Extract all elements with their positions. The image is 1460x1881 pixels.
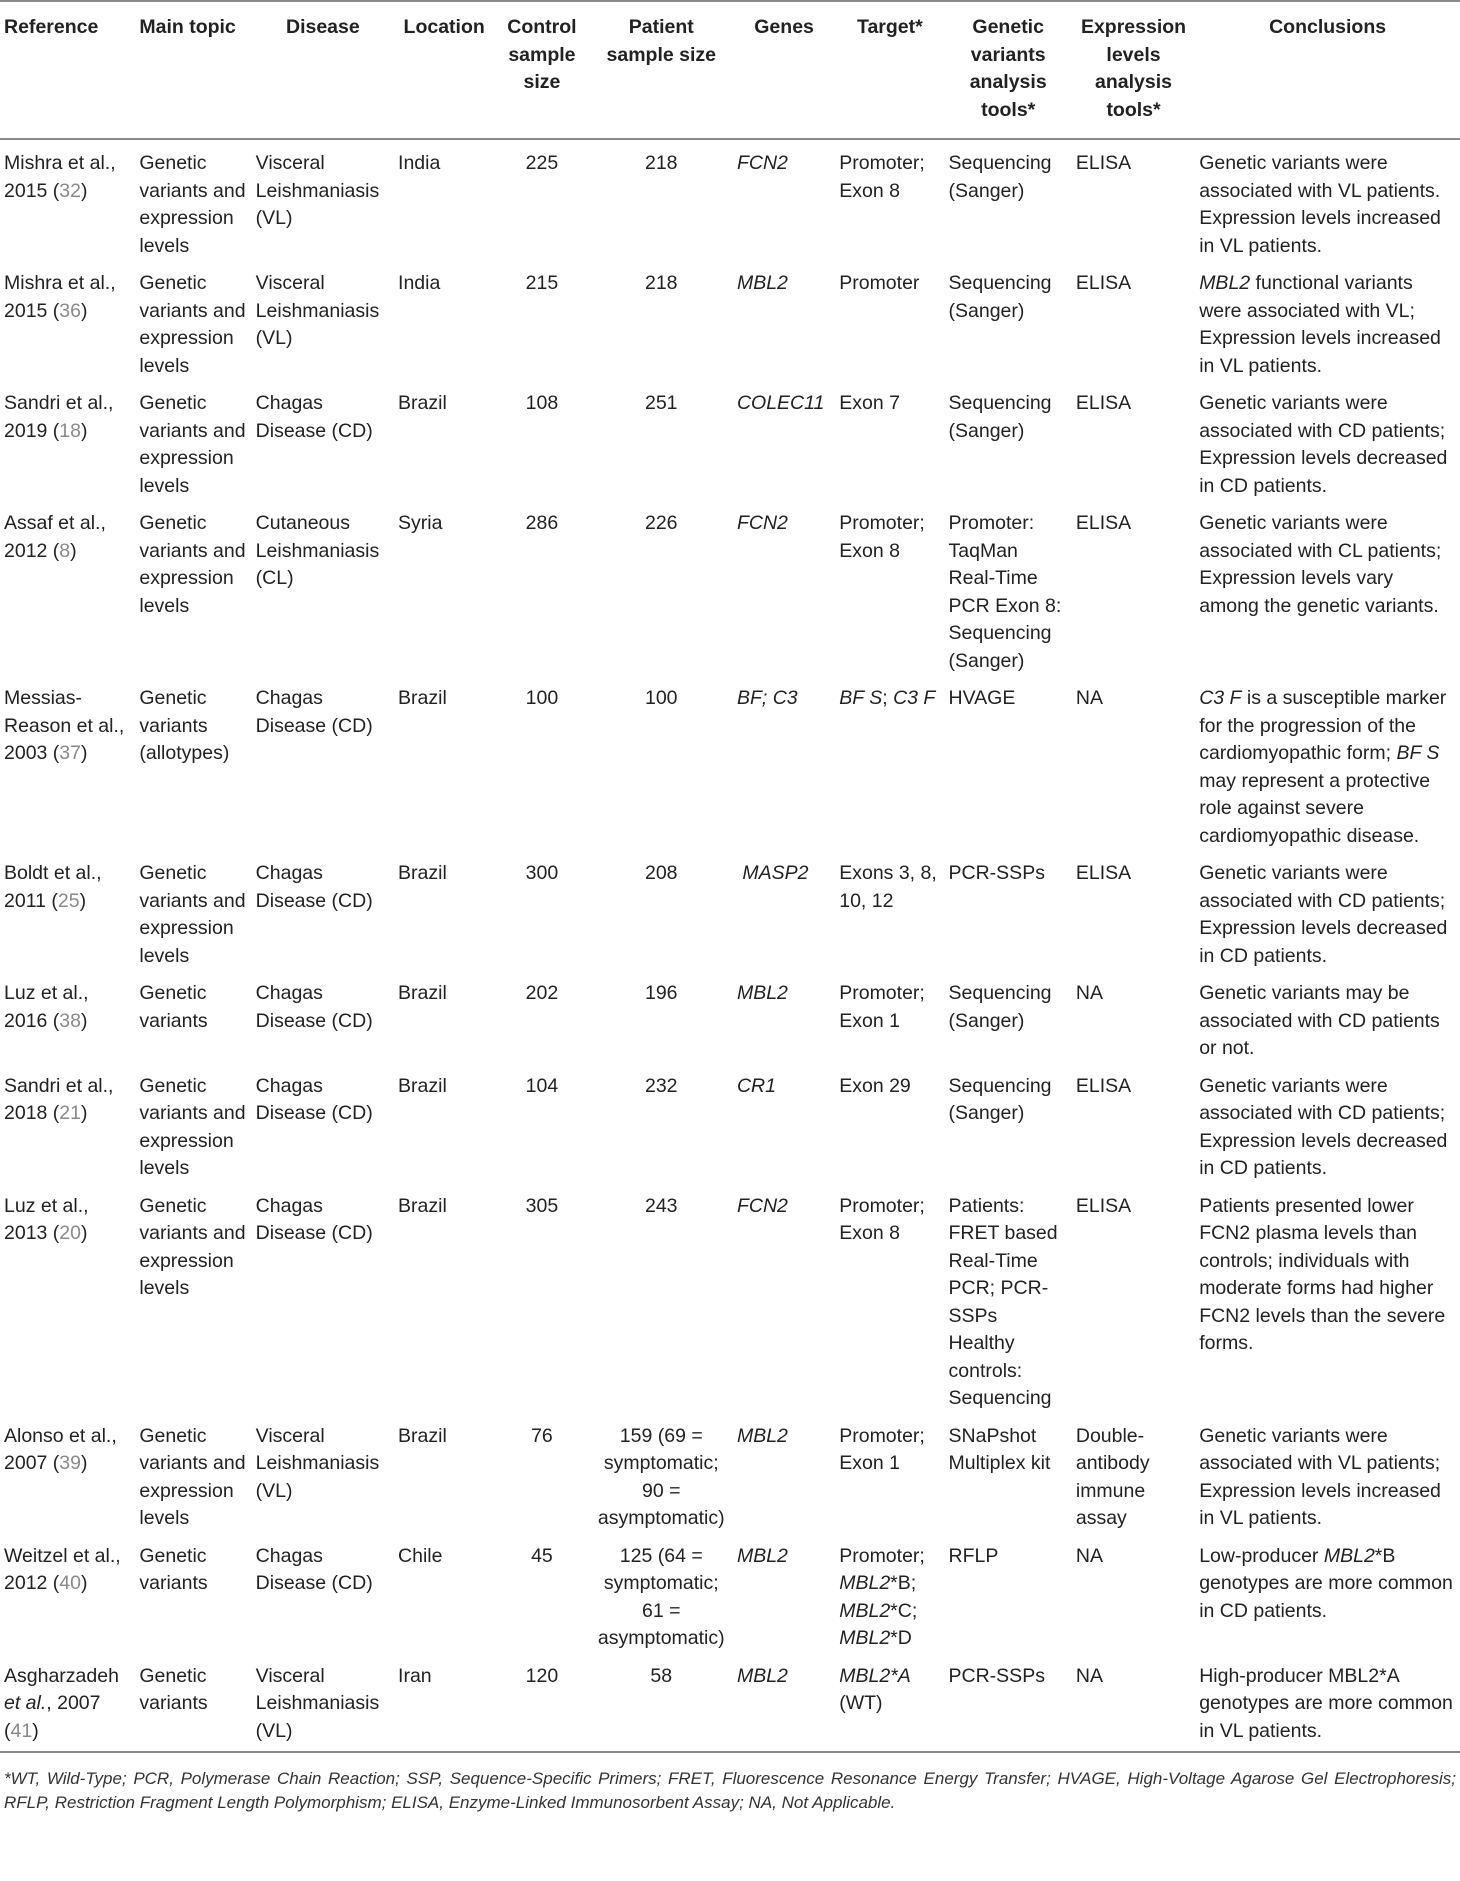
table-row — [0, 850, 1460, 970]
control-size-cell: 215 — [525, 272, 559, 294]
location-cell: Brazil — [398, 1424, 447, 1447]
variants-tools-cell: Sequencing (Sanger) — [948, 982, 1052, 1032]
header-location: Location — [394, 1, 494, 139]
control-size-cell: 120 — [494, 1653, 589, 1753]
citation-link[interactable]: 8 — [59, 539, 71, 562]
header-genes: Genes — [733, 1, 835, 139]
target-cell: Exons 3, 8, 10, 12 — [839, 862, 937, 912]
variants-tools-cell: PCR-SSPs — [945, 1653, 1072, 1753]
main-topic-cell: Genetic variants and expression levels — [139, 1074, 246, 1179]
table-row — [0, 139, 1460, 260]
header-conclusions: Conclusions — [1195, 1, 1460, 139]
conclusions-cell: Genetic variants were associated with CL patients; Expression levels vary among the genetic variants. — [1199, 512, 1442, 617]
patient-size-cell: 125 (64 = symptomatic; 61 = asymptomatic) — [597, 1544, 725, 1649]
table-row — [0, 500, 1460, 675]
citation-link[interactable]: 18 — [59, 419, 81, 442]
disease-cell: Visceral Leishmaniasis (VL) — [252, 1653, 394, 1753]
header-control-sample-size: Control sample size — [494, 1, 589, 139]
target-cell: Promoter; Exon 1 — [839, 982, 925, 1032]
target-cell: Promoter — [839, 272, 920, 294]
control-size-cell: 305 — [525, 1194, 559, 1217]
conclusions-cell: High-producer MBL2*A genotypes are more common in VL patients. — [1195, 1653, 1460, 1753]
reference-cell: Boldt et al., 2011 (25) — [4, 862, 102, 912]
main-topic-cell: Genetic variants and expression levels — [139, 1424, 246, 1529]
location-cell: Brazil — [398, 862, 447, 884]
citation-link[interactable]: 20 — [59, 1222, 81, 1244]
expression-tools-cell: ELISA — [1075, 272, 1132, 294]
main-topic-cell: Genetic variants — [139, 1544, 208, 1594]
genes-cell: FCN2 — [736, 152, 788, 174]
header-expression-tools: Expression levels analysis tools* — [1072, 1, 1195, 139]
target-cell: Exon 29 — [839, 1074, 911, 1097]
disease-cell: Visceral Leishmaniasis (VL) — [255, 272, 380, 349]
control-size-cell: 300 — [525, 862, 559, 884]
reference-cell: Sandri et al., 2019 (18) — [4, 392, 114, 442]
citation-link[interactable]: 25 — [57, 889, 80, 912]
patient-size-cell: 58 — [590, 1653, 733, 1753]
location-cell: Brazil — [398, 687, 447, 709]
target-cell: BF S; C3 F — [839, 687, 936, 709]
header-patient-sample-size: Patient sample size — [590, 1, 733, 139]
expression-tools-cell: NA — [1072, 1653, 1195, 1753]
reference-cell: Mishra et al., 2015 (36) — [4, 272, 116, 322]
target-cell: Promoter; Exon 8 — [839, 1194, 925, 1244]
location-cell: Chile — [398, 1544, 443, 1567]
patient-size-cell: 251 — [644, 392, 678, 414]
main-topic-cell: Genetic variants and expression levels — [139, 392, 246, 497]
reference-cell: Luz et al., 2013 (20) — [4, 1194, 89, 1244]
variants-tools-cell: Sequencing (Sanger) — [948, 392, 1052, 442]
variants-tools-cell: SNaPshot Multiplex kit — [948, 1424, 1051, 1474]
citation-link[interactable]: 41 — [10, 1719, 33, 1742]
target-cell: Promoter; Exon 1 — [839, 1424, 925, 1474]
target-cell: Promoter; Exon 8 — [839, 512, 925, 562]
target-cell: Promoter; Exon 8 — [839, 152, 925, 202]
expression-tools-cell: ELISA — [1075, 392, 1132, 414]
table-header-row — [0, 1, 1460, 139]
variants-tools-cell: Sequencing (Sanger) — [948, 272, 1052, 322]
header-reference: Reference — [0, 1, 135, 139]
citation-link[interactable]: 38 — [59, 1009, 81, 1032]
genes-cell: COLEC11 — [736, 392, 825, 414]
conclusions-cell: C3 F is a susceptible marker for the progression of the cardiomyopathic form; BF S may represent a protective role against severe cardiomyopathic disease. — [1199, 687, 1447, 847]
variants-tools-cell: Patients: FRET based Real-Time PCR; PCR-SSPs Healthy controls: Sequencing — [948, 1194, 1058, 1409]
disease-cell: Visceral Leishmaniasis (VL) — [255, 1424, 380, 1502]
conclusions-cell: MBL2 functional variants were associated with VL; Expression levels increased in VL patients. — [1199, 272, 1441, 377]
main-topic-cell: Genetic variants — [135, 1653, 251, 1753]
expression-tools-cell: NA — [1075, 982, 1103, 1004]
reference-cell: Asgharzadeh et al., 2007 (41) — [0, 1653, 135, 1753]
main-topic-cell: Genetic variants and expression levels — [139, 1194, 246, 1299]
patient-size-cell: 243 — [644, 1194, 678, 1217]
header-target: Target* — [835, 1, 944, 139]
genes-cell: MBL2 — [736, 982, 788, 1004]
conclusions-cell: Genetic variants may be associated with CD patients or not. — [1199, 982, 1440, 1059]
disease-cell: Chagas Disease (CD) — [255, 1074, 373, 1124]
table-row — [0, 380, 1460, 500]
disease-cell: Chagas Disease (CD) — [255, 1544, 373, 1594]
conclusions-cell: Genetic variants were associated with VL patients; Expression levels increased in VL patients. — [1199, 1424, 1441, 1529]
citation-link[interactable]: 21 — [59, 1102, 81, 1124]
main-topic-cell: Genetic variants and expression levels — [139, 152, 246, 257]
location-cell: Syria — [398, 512, 443, 534]
main-topic-cell: Genetic variants (allotypes) — [139, 687, 230, 764]
conclusions-cell: Genetic variants were associated with VL patients. Expression levels increased in VL patients. — [1199, 152, 1441, 257]
genes-cell: MASP2 — [742, 862, 809, 884]
patient-size-cell: 159 (69 = symptomatic; 90 = asymptomatic) — [597, 1424, 725, 1529]
control-size-cell: 45 — [531, 1544, 553, 1567]
reference-cell: Sandri et al., 2018 (21) — [4, 1074, 114, 1124]
target-cell: MBL2*A (WT) — [835, 1653, 944, 1753]
header-disease: Disease — [252, 1, 394, 139]
table-row — [0, 1413, 1460, 1533]
reference-cell: Weitzel et al., 2012 (40) — [4, 1544, 121, 1594]
disease-cell: Chagas Disease (CD) — [255, 1194, 373, 1244]
reference-cell: Assaf et al., 2012 (8) — [4, 512, 106, 562]
conclusions-cell: Genetic variants were associated with CD patients; Expression levels decreased in CD patients. — [1199, 392, 1448, 497]
variants-tools-cell: HVAGE — [948, 687, 1016, 709]
table-row — [0, 1183, 1460, 1413]
table-footnote: *WT, Wild-Type; PCR, Polymerase Chain Reaction; SSP, Sequence-Specific Primers; FRET, Fluorescence Resonance Energy Transfer; HVAGE, High-Voltage Agarose Gel Electrophoresis; RFLP, Restriction Fragment Length Polymorphism; ELISA, Enzyme-Linked Immunosorbent Assay; NA, Not Applicable. — [4, 1769, 1456, 1812]
header-main-topic: Main topic — [135, 1, 251, 139]
control-size-cell: 202 — [525, 982, 559, 1004]
reference-cell: Luz et al., 2016 (38) — [4, 982, 89, 1032]
main-topic-cell: Genetic variants and expression levels — [139, 512, 246, 617]
expression-tools-cell: Double-antibody immune assay — [1075, 1424, 1150, 1529]
patient-size-cell: 232 — [644, 1074, 678, 1097]
header-variants-tools: Genetic variants analysis tools* — [945, 1, 1072, 139]
disease-cell: Chagas Disease (CD) — [255, 982, 373, 1032]
variants-tools-cell: Sequencing (Sanger) — [948, 152, 1052, 202]
control-size-cell: 108 — [525, 392, 559, 414]
patient-size-cell: 218 — [644, 272, 678, 294]
variants-tools-cell: RFLP — [948, 1544, 999, 1567]
table-row — [0, 970, 1460, 1063]
main-topic-cell: Genetic variants and expression levels — [139, 862, 246, 967]
genes-cell: MBL2 — [736, 1424, 788, 1447]
table-row — [0, 1533, 1460, 1653]
location-cell: Brazil — [398, 1194, 447, 1217]
variants-tools-cell: Sequencing (Sanger) — [948, 1074, 1052, 1124]
patient-size-cell: 218 — [644, 152, 678, 174]
control-size-cell: 225 — [525, 152, 559, 174]
expression-tools-cell: ELISA — [1075, 862, 1132, 884]
table-row — [0, 260, 1460, 380]
control-size-cell: 286 — [525, 512, 559, 534]
genes-cell: MBL2 — [736, 272, 788, 294]
genes-cell: MBL2 — [733, 1653, 835, 1753]
target-cell: Promoter; MBL2*B; MBL2*C; MBL2*D — [839, 1544, 925, 1649]
location-cell: Brazil — [398, 982, 447, 1004]
citation-link[interactable]: 36 — [59, 299, 81, 322]
expression-tools-cell: ELISA — [1075, 1074, 1132, 1097]
genes-cell: CR1 — [736, 1074, 776, 1097]
genes-cell: FCN2 — [736, 512, 788, 534]
genes-cell: FCN2 — [736, 1194, 788, 1217]
disease-cell: Visceral Leishmaniasis (VL) — [255, 152, 380, 229]
control-size-cell: 100 — [525, 687, 559, 709]
citation-link[interactable]: 32 — [59, 179, 81, 202]
table-row — [0, 675, 1460, 850]
patient-size-cell: 100 — [644, 687, 678, 709]
disease-cell: Chagas Disease (CD) — [255, 687, 373, 737]
patient-size-cell: 196 — [644, 982, 678, 1004]
target-cell: Exon 7 — [839, 392, 900, 414]
location-cell: Brazil — [398, 392, 447, 414]
main-topic-cell: Genetic variants — [139, 982, 208, 1032]
genes-cell: BF; C3 — [736, 687, 798, 709]
reference-cell: Alonso et al., 2007 (39) — [4, 1424, 117, 1474]
expression-tools-cell: NA — [1075, 1544, 1103, 1567]
table-row — [0, 1063, 1460, 1183]
conclusions-cell: Low-producer MBL2*B genotypes are more common in CD patients. — [1199, 1544, 1453, 1622]
table-row — [0, 1653, 1460, 1753]
patient-size-cell: 208 — [644, 862, 678, 884]
location-cell: India — [398, 152, 441, 174]
conclusions-cell: Patients presented lower FCN2 plasma levels than controls; individuals with moderate forms had higher FCN2 levels than the severe forms. — [1199, 1194, 1446, 1354]
location-cell: Brazil — [398, 1074, 447, 1097]
conclusions-cell: Genetic variants were associated with CD patients; Expression levels decreased in CD patients. — [1199, 1074, 1448, 1179]
reference-cell: Mishra et al., 2015 (32) — [4, 152, 116, 202]
disease-cell: Cutaneous Leishmaniasis (CL) — [255, 512, 380, 589]
expression-tools-cell: ELISA — [1075, 152, 1132, 174]
disease-cell: Chagas Disease (CD) — [255, 862, 373, 912]
reference-cell: Messias-Reason et al., 2003 (37) — [4, 687, 125, 764]
expression-tools-cell: NA — [1075, 687, 1103, 709]
variants-tools-cell: Promoter: TaqMan Real-Time PCR Exon 8: Sequencing (Sanger) — [948, 512, 1062, 672]
control-size-cell: 104 — [525, 1074, 559, 1097]
location-cell: India — [398, 272, 441, 294]
location-cell: Iran — [394, 1653, 494, 1753]
citation-link[interactable]: 39 — [59, 1452, 81, 1474]
control-size-cell: 76 — [531, 1424, 553, 1447]
citation-link[interactable]: 40 — [59, 1572, 81, 1594]
main-topic-cell: Genetic variants and expression levels — [139, 272, 246, 377]
genes-cell: MBL2 — [736, 1544, 788, 1567]
expression-tools-cell: ELISA — [1075, 512, 1132, 534]
expression-tools-cell: ELISA — [1075, 1194, 1132, 1217]
variants-tools-cell: PCR-SSPs — [948, 862, 1045, 884]
disease-cell: Chagas Disease (CD) — [255, 392, 373, 442]
patient-size-cell: 226 — [644, 512, 678, 534]
conclusions-cell: Genetic variants were associated with CD patients; Expression levels decreased in CD patients. — [1199, 862, 1448, 967]
citation-link[interactable]: 37 — [59, 742, 81, 764]
